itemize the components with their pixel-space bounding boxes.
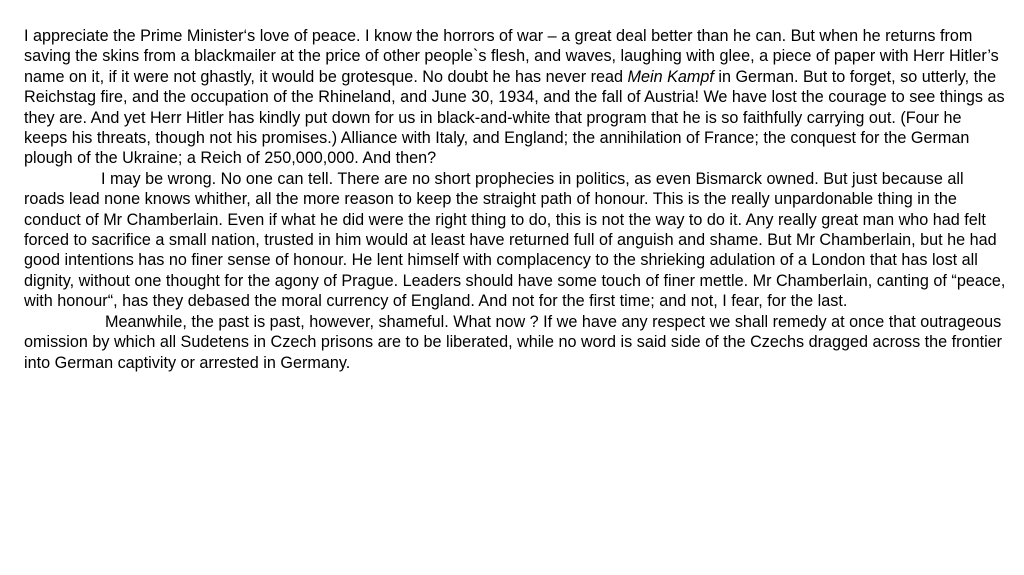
paragraph-1-text-end: in German. But to forget, so utterly, the Reichstag fire, and the occupation of the Rhineland, and June 30, 1934, and the fall of Austria! We have lost the courage to see things as they are. And yet Herr Hitler has kindly put down for us in black-and-white that program that he is so faithfully carrying out. (Four he keeps his threats, though not his promises.) Alliance with Italy, and England; the annihilation of France; the conquest for the German plough of the Ukraine; a Reich of 250,000,000. And then? <box>24 67 1005 168</box>
paragraph-1 <box>24 26 1006 169</box>
body-text-frame <box>24 26 1006 373</box>
paragraph-1-text-start: I appreciate the Prime Minister‘s love of peace. I know the horrors of war – a great deal better than he can. But when he returns from saving the skins from a blackmailer at the price of other people`s flesh, and waves, laughing with glee, a piece of paper with Herr Hitler’s name on it, if it were not ghastly, it would be grotesque. No doubt he has never read <box>24 27 999 86</box>
paragraph-2: I may be wrong. No one can tell. There are no short prophecies in politics, as even Bismarck owned. But just because all roads lead none knows whither, all the more reason to keep the straight path of honour. This is the really unpardonable thing in the conduct of Mr Chamberlain. Even if what he did were the right thing to do, this is not the way to do it. Any really great man who had felt forced to sacrifice a small nation, trusted in him would at least have returned full of anguish and shame. But Mr Chamberlain, but he had good intentions has no finer sense of honour. He lent himself with complacency to the shrieking adulation of a London that has lost all dignity, without one thought for the agony of Prague. Leaders should have some touch of finer mettle. Mr Chamberlain, canting of “peace, with honour“, has they debased the moral currency of England. And not for the first time; and not, I fear, for the last. <box>24 169 1006 311</box>
book-title-italic: Mein Kampf <box>627 67 714 86</box>
paragraph-3: Meanwhile, the past is past, however, shameful. What now ? If we have any respect we shall remedy at once that outrageous omission by which all Sudetens in Czech prisons are to be liberated, while no word is said side of the Czechs dragged across the frontier into German captivity or arrested in Germany. <box>24 312 1003 372</box>
